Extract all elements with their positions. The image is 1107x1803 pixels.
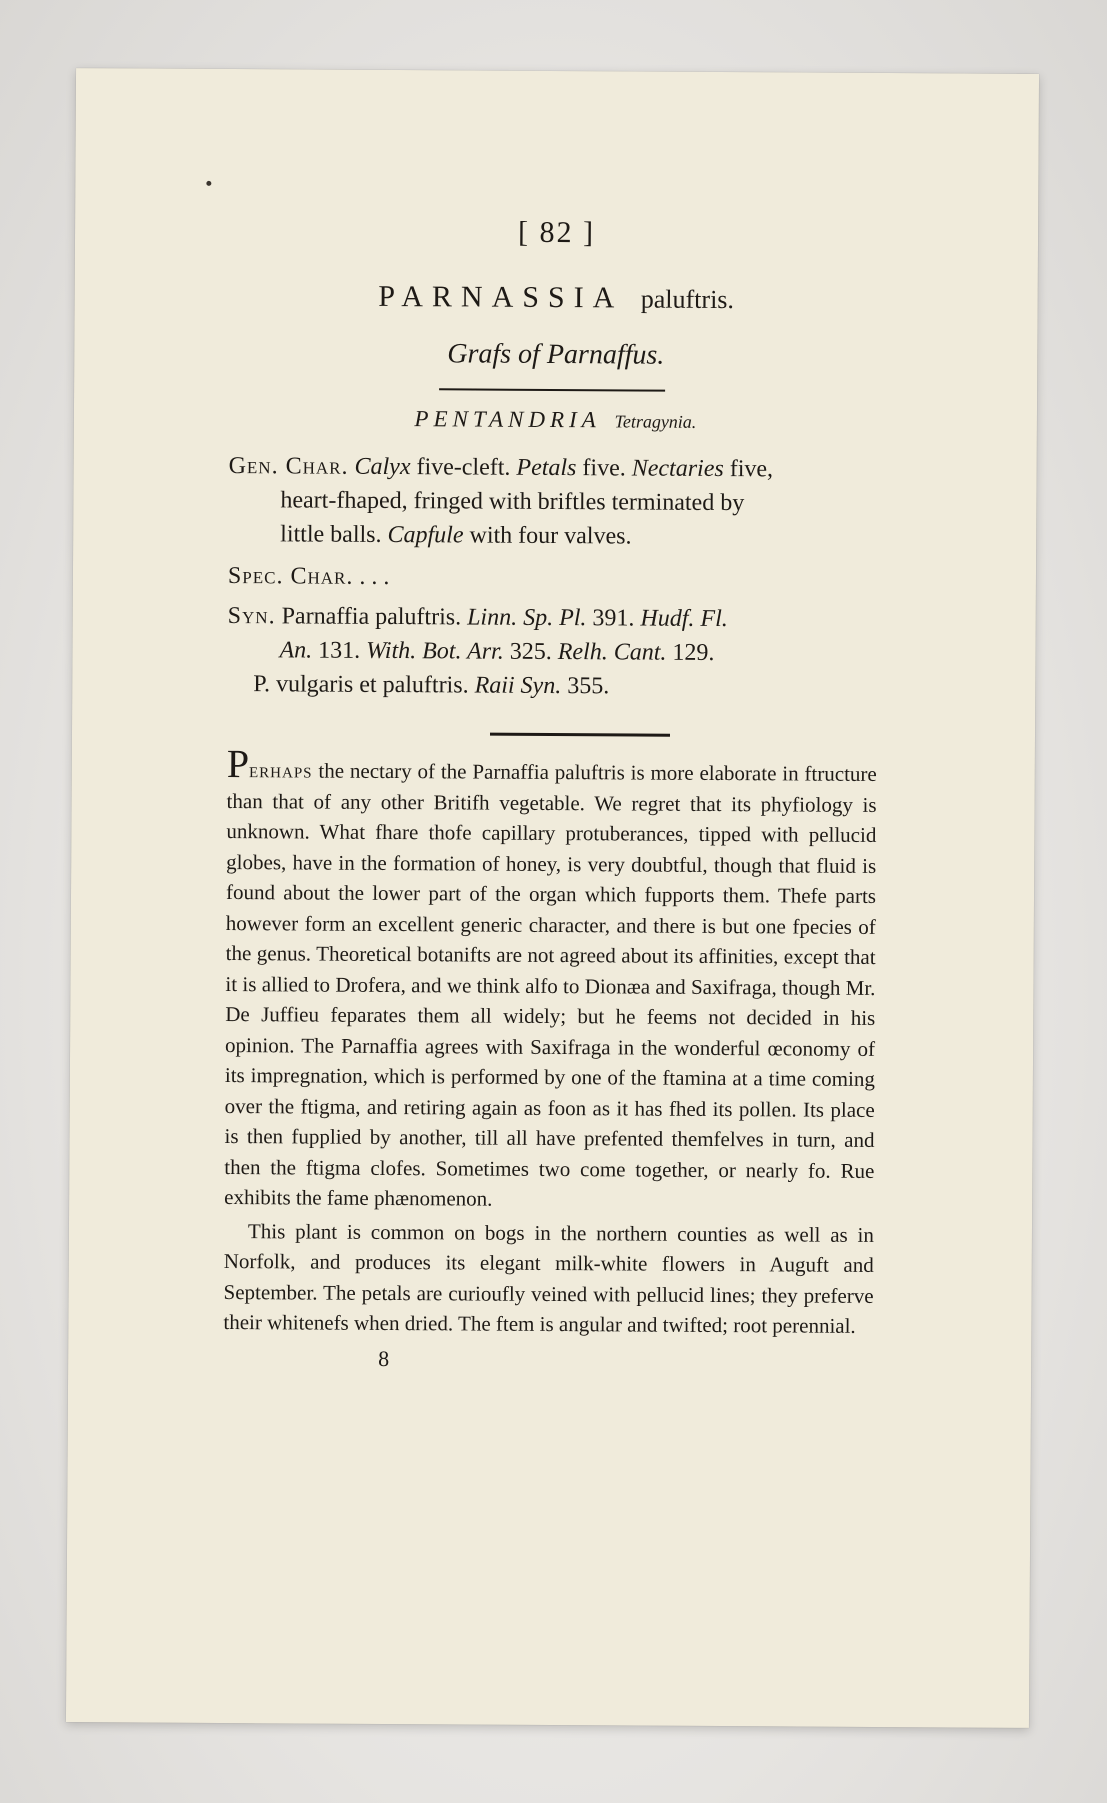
ink-speck: [206, 181, 211, 186]
synonym-reference: An.: [279, 637, 313, 664]
nectaries-term: Nectaries: [631, 455, 724, 483]
calyx-text: five-cleft.: [416, 454, 511, 481]
gen-char-label: Gen. Char.: [228, 453, 349, 480]
printed-page: [66, 68, 1039, 1728]
spec-char-label: Spec. Char.: [227, 563, 354, 590]
divider-rule: [439, 388, 665, 391]
opening-word: erhaps: [248, 758, 313, 783]
spec-char-ellipsis: . . .: [359, 563, 390, 590]
paragraph-text: the nectary of the Parnaffia paluftris is more elaborate in ftructure than that of any other Britifh vegetable. We regret that its phyfiology is unknown. What fhare thofe capillary protuberances, tipped with pellucid globes, have in the formation of honey, is very doubtful, though that fluid is found about the lower part of the organ which fupports them. Thefe parts however form an excellent generic character, and there is but one fpecies of the genus. Theoretical botanifts are not agreed about its affinities, except that it is allied to Drofera, and we think alfo to Dionæa and Saxifraga, though Mr. De Juffieu feparates them all widely; but he feems not decided in his opinion. The Parnaffia agrees with Saxifraga in the wonderful œconomy of its impregnation, which is performed by one of the ftamina at a time coming over the ftigma, and retiring again as foon as it has fhed its pollen. Its place is then fupplied by another, till all have prefented themfelves in turn, and then the ftigma clofes. Sometimes two come together, or nearly fo. Rue exhibits the fame phænomenon.: [224, 758, 877, 1211]
linnaean-classification: [74, 404, 1037, 436]
genus-name: PARNASSIA: [378, 279, 624, 315]
synonym-page: 131.: [318, 637, 361, 664]
gen-char-text: little balls.: [280, 521, 382, 548]
description-text: [223, 741, 877, 1341]
order-name: Tetragynia.: [614, 411, 697, 432]
nectaries-text: five,: [729, 456, 774, 483]
body-paragraph: [224, 741, 877, 1216]
species-epithet: paluftris.: [640, 284, 735, 315]
synonym-reference: Relh. Cant.: [557, 639, 667, 666]
gen-char-line: heart-fhaped, fringed with briftles terminated by: [280, 487, 745, 517]
capsule-term: Capfule: [387, 521, 464, 549]
synonym-name: Parnaffia paluftris.: [281, 603, 462, 631]
gen-char-line: [228, 517, 888, 555]
synonym-reference: Raii Syn.: [474, 672, 562, 700]
syn-label: Syn.: [227, 603, 276, 630]
generic-character: [228, 449, 889, 555]
gen-char-line: [229, 449, 889, 487]
calyx-term: Calyx: [354, 453, 411, 481]
synonym-line: [227, 633, 887, 671]
synonym-reference: Linn. Sp. Pl.: [467, 604, 587, 632]
synonymy: [227, 599, 888, 705]
synonym-page: 129.: [672, 639, 715, 666]
synonym-page: 391.: [592, 605, 635, 632]
class-name: PENTANDRIA: [414, 406, 601, 433]
petals-text: five.: [582, 455, 626, 482]
common-name: Grafs of Parnaffus.: [447, 338, 665, 371]
divider-rule: [490, 733, 670, 737]
capsule-text: with four valves.: [469, 522, 632, 550]
petals-term: Petals: [516, 454, 577, 482]
synonym-line: [228, 599, 888, 637]
signature-mark: 8: [378, 1345, 390, 1372]
page-number: [ 82 ]: [517, 215, 596, 250]
synonym-line: [227, 667, 887, 705]
synonym-reference: Hudf. Fl.: [640, 605, 728, 633]
drop-cap: P: [226, 741, 250, 787]
specific-character: [228, 559, 390, 594]
synonym-reference: With. Bot. Arr.: [366, 637, 504, 665]
synonym-page: 355.: [567, 673, 610, 700]
synonym-name: P. vulgaris et paluftris.: [253, 671, 469, 699]
species-heading: [75, 278, 1038, 318]
synonym-page: 325.: [509, 638, 552, 665]
body-paragraph: This plant is common on bogs in the northern counties as well as in Norfolk, and produces its elegant milk-white flowers in Auguft and September. The petals are curioufly veined with pellucid lines; they preferve their whitenefs when dried. The ftem is angular and twifted; root perennial.: [223, 1218, 875, 1338]
